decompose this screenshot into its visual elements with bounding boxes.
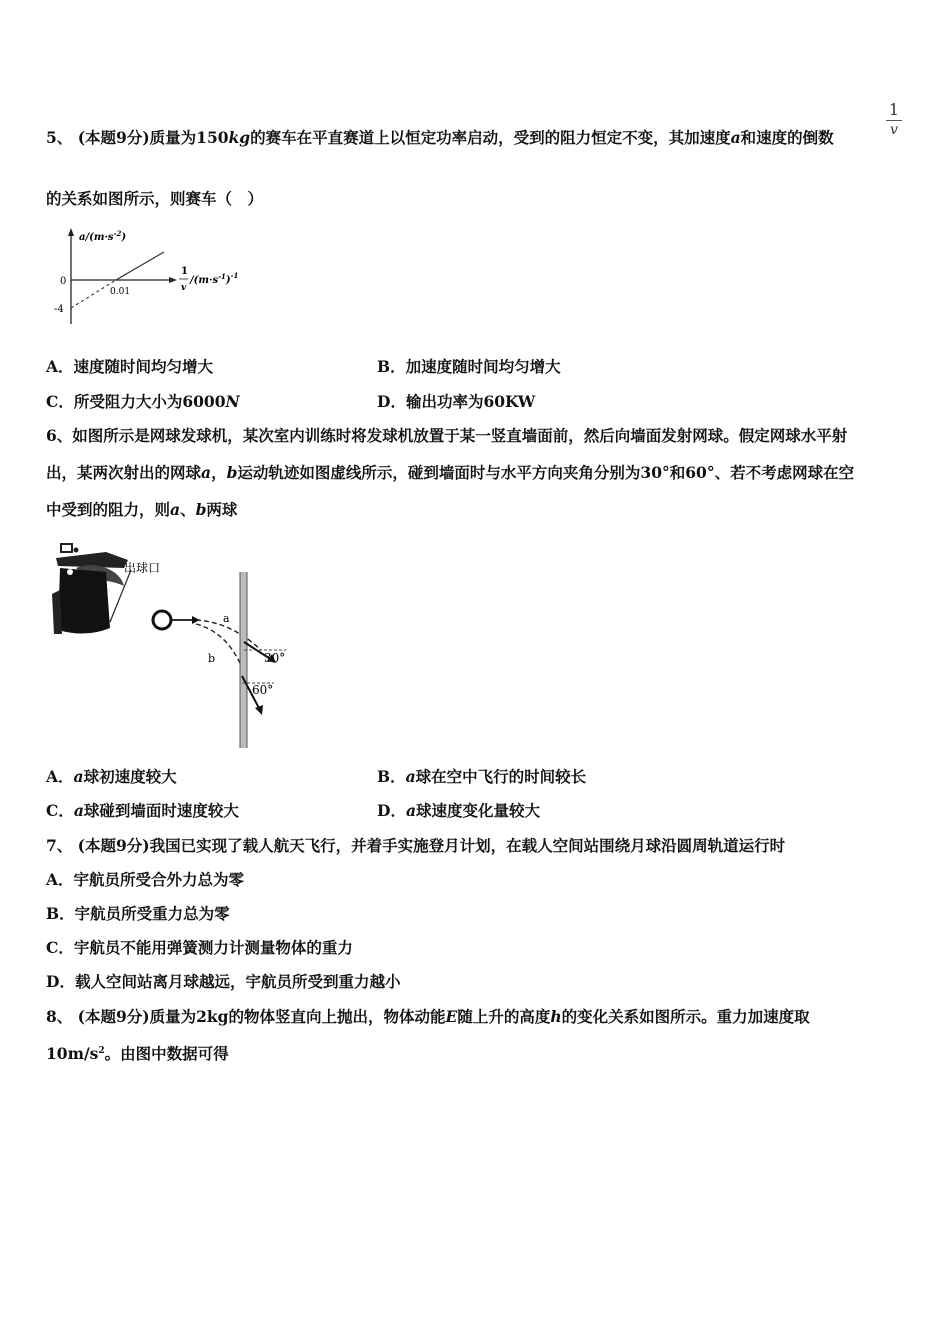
q8-line1-post: 的变化关系如图所示。重力加速度取 [561, 1007, 810, 1026]
q6-option-c[interactable] [46, 801, 239, 821]
q5-option-b[interactable]: B．加速度随时间均匀增大 [377, 357, 561, 376]
q8-var-e: E [445, 1007, 458, 1026]
q6-line3-post: 两球 [206, 500, 238, 519]
q5-frac-den: v [890, 122, 898, 138]
q5-var-a: a [730, 128, 741, 147]
q8-stem-line1 [46, 1007, 810, 1027]
q5-option-d[interactable]: D．输出功率为60KW [377, 392, 536, 411]
q5-stem-line1 [46, 128, 834, 148]
q6-stem-line1: 6、如图所示是网球发球机，某次室内训练时将发球机放置于某一竖直墙面前，然后向墙面发射网球。假定网球水平射 [46, 426, 848, 445]
q6-option-c-letter: C． [46, 801, 74, 820]
label-a: a [223, 612, 230, 625]
q7-option-c[interactable]: C．宇航员不能用弹簧测力计测量物体的重力 [46, 938, 353, 957]
outlet-label: 出球口 [124, 561, 161, 575]
q5-head: (本题9分)质量为150 [77, 128, 229, 147]
q6-line2-pre: 出，某两次射出的网球 [46, 463, 202, 482]
q6-option-d-letter: D． [377, 801, 406, 820]
q5-graph-x-intercept-label: 0.01 [110, 287, 131, 297]
q6-option-d-text: 球速度变化量较大 [416, 801, 541, 820]
q6-option-c-var: a [73, 801, 84, 820]
q6-option-d[interactable] [377, 801, 540, 821]
q5-graph-x-label-num: 1 [181, 266, 188, 277]
q8-line1-pre: 8、 (本题9分)质量为2kg的物体竖直向上抛出，物体动能 [46, 1007, 446, 1026]
q5-option-c-unit: N [225, 392, 240, 411]
q5-unit-kg: kg [228, 128, 251, 147]
angle-b-label: 60° [252, 683, 274, 697]
wall [240, 572, 247, 748]
q6-line3-mid: 、 [180, 500, 196, 519]
q5-number: 5、 [46, 128, 73, 147]
q5-tail: 和速度的倒数 [740, 128, 834, 147]
q5-mid: 的赛车在平直赛道上以恒定功率启动，受到的阻力恒定不变，其加速度 [250, 128, 731, 147]
angle-a-label: 30° [264, 651, 286, 665]
q6-stem-line3 [46, 500, 237, 520]
q6-var-a: a [201, 463, 212, 482]
q6-line3-var-b: b [195, 500, 207, 519]
q5-graph [44, 222, 274, 330]
q7-option-d[interactable]: D．载人空间站离月球越远，宇航员所受到重力越小 [46, 972, 401, 991]
q5-option-a[interactable]: A．速度随时间均匀增大 [46, 357, 214, 376]
q8-line2-post: 。由图中数据可得 [104, 1044, 229, 1063]
q6-figure [46, 538, 306, 750]
q5-graph-y-label: $a/(m\cdot s^{-2})$ [79, 229, 127, 243]
q5-graph-x-label: $/(m\cdot s^{-1})^{-1}$ [190, 271, 239, 286]
q5-option-c[interactable] [46, 392, 240, 412]
q6-line3-var-a: a [170, 500, 181, 519]
q8-var-h: h [550, 1007, 562, 1026]
q6-option-b[interactable] [377, 767, 586, 787]
q5-graph-x-arrow [169, 277, 177, 283]
q6-option-b-text: 球在空中飞行的时间较长 [415, 767, 587, 786]
q5-graph-y-arrow [68, 228, 74, 236]
q5-graph-origin-label: 0 [60, 276, 67, 287]
q6-option-c-text: 球碰到墙面时速度较大 [83, 801, 239, 820]
label-b: b [208, 652, 216, 665]
q6-option-a-letter: A． [46, 767, 74, 786]
ball-machine-illustration [52, 544, 128, 634]
q6-option-a-text: 球初速度较大 [83, 767, 177, 786]
q6-var-b: b [226, 463, 238, 482]
q6-line2-post: 运动轨迹如图虚线所示，碰到墙面时与水平方向夹角分别为30°和60°、若不考虑网球在空 [237, 463, 855, 482]
q8-line2-exp: 2 [98, 1046, 105, 1056]
q6-option-a[interactable] [46, 767, 177, 787]
q6-option-b-letter: B． [377, 767, 406, 786]
q6-option-d-var: a [405, 801, 416, 820]
q8-stem-line2 [46, 1044, 229, 1064]
q6-option-b-var: a [405, 767, 416, 786]
q6-option-a-var: a [73, 767, 84, 786]
tennis-ball [153, 611, 171, 629]
q7-stem: 7、 (本题9分)我国已实现了载人航天飞行，并着手实施登月计划，在载人空间站围绕月球沿圆周轨道运行时 [46, 836, 786, 855]
q5-graph-y-intercept-label: -4 [54, 304, 64, 315]
q5-frac-num: 1 [888, 100, 900, 119]
q6-line3-pre: 中受到的阻力，则 [46, 500, 171, 519]
q8-line1-mid: 随上升的高度 [457, 1007, 551, 1026]
q5-reciprocal-v [884, 101, 904, 138]
q5-frac-bar [886, 120, 902, 121]
q5-stem-line2: 的关系如图所示，则赛车（ ） [46, 189, 264, 208]
q8-line2-pre: 10m/s [46, 1044, 99, 1063]
q5-graph-solid-line [116, 252, 164, 280]
trajectory-b [196, 624, 246, 678]
q6-comma: ， [211, 463, 227, 482]
q5-graph-x-label-den: v [181, 283, 187, 293]
q6-stem-line2 [46, 463, 854, 483]
q7-option-a[interactable]: A．宇航员所受合外力总为零 [46, 870, 245, 889]
q5-option-c-text: C．所受阻力大小为6000 [46, 392, 226, 411]
q7-option-b[interactable]: B．宇航员所受重力总为零 [46, 904, 230, 923]
